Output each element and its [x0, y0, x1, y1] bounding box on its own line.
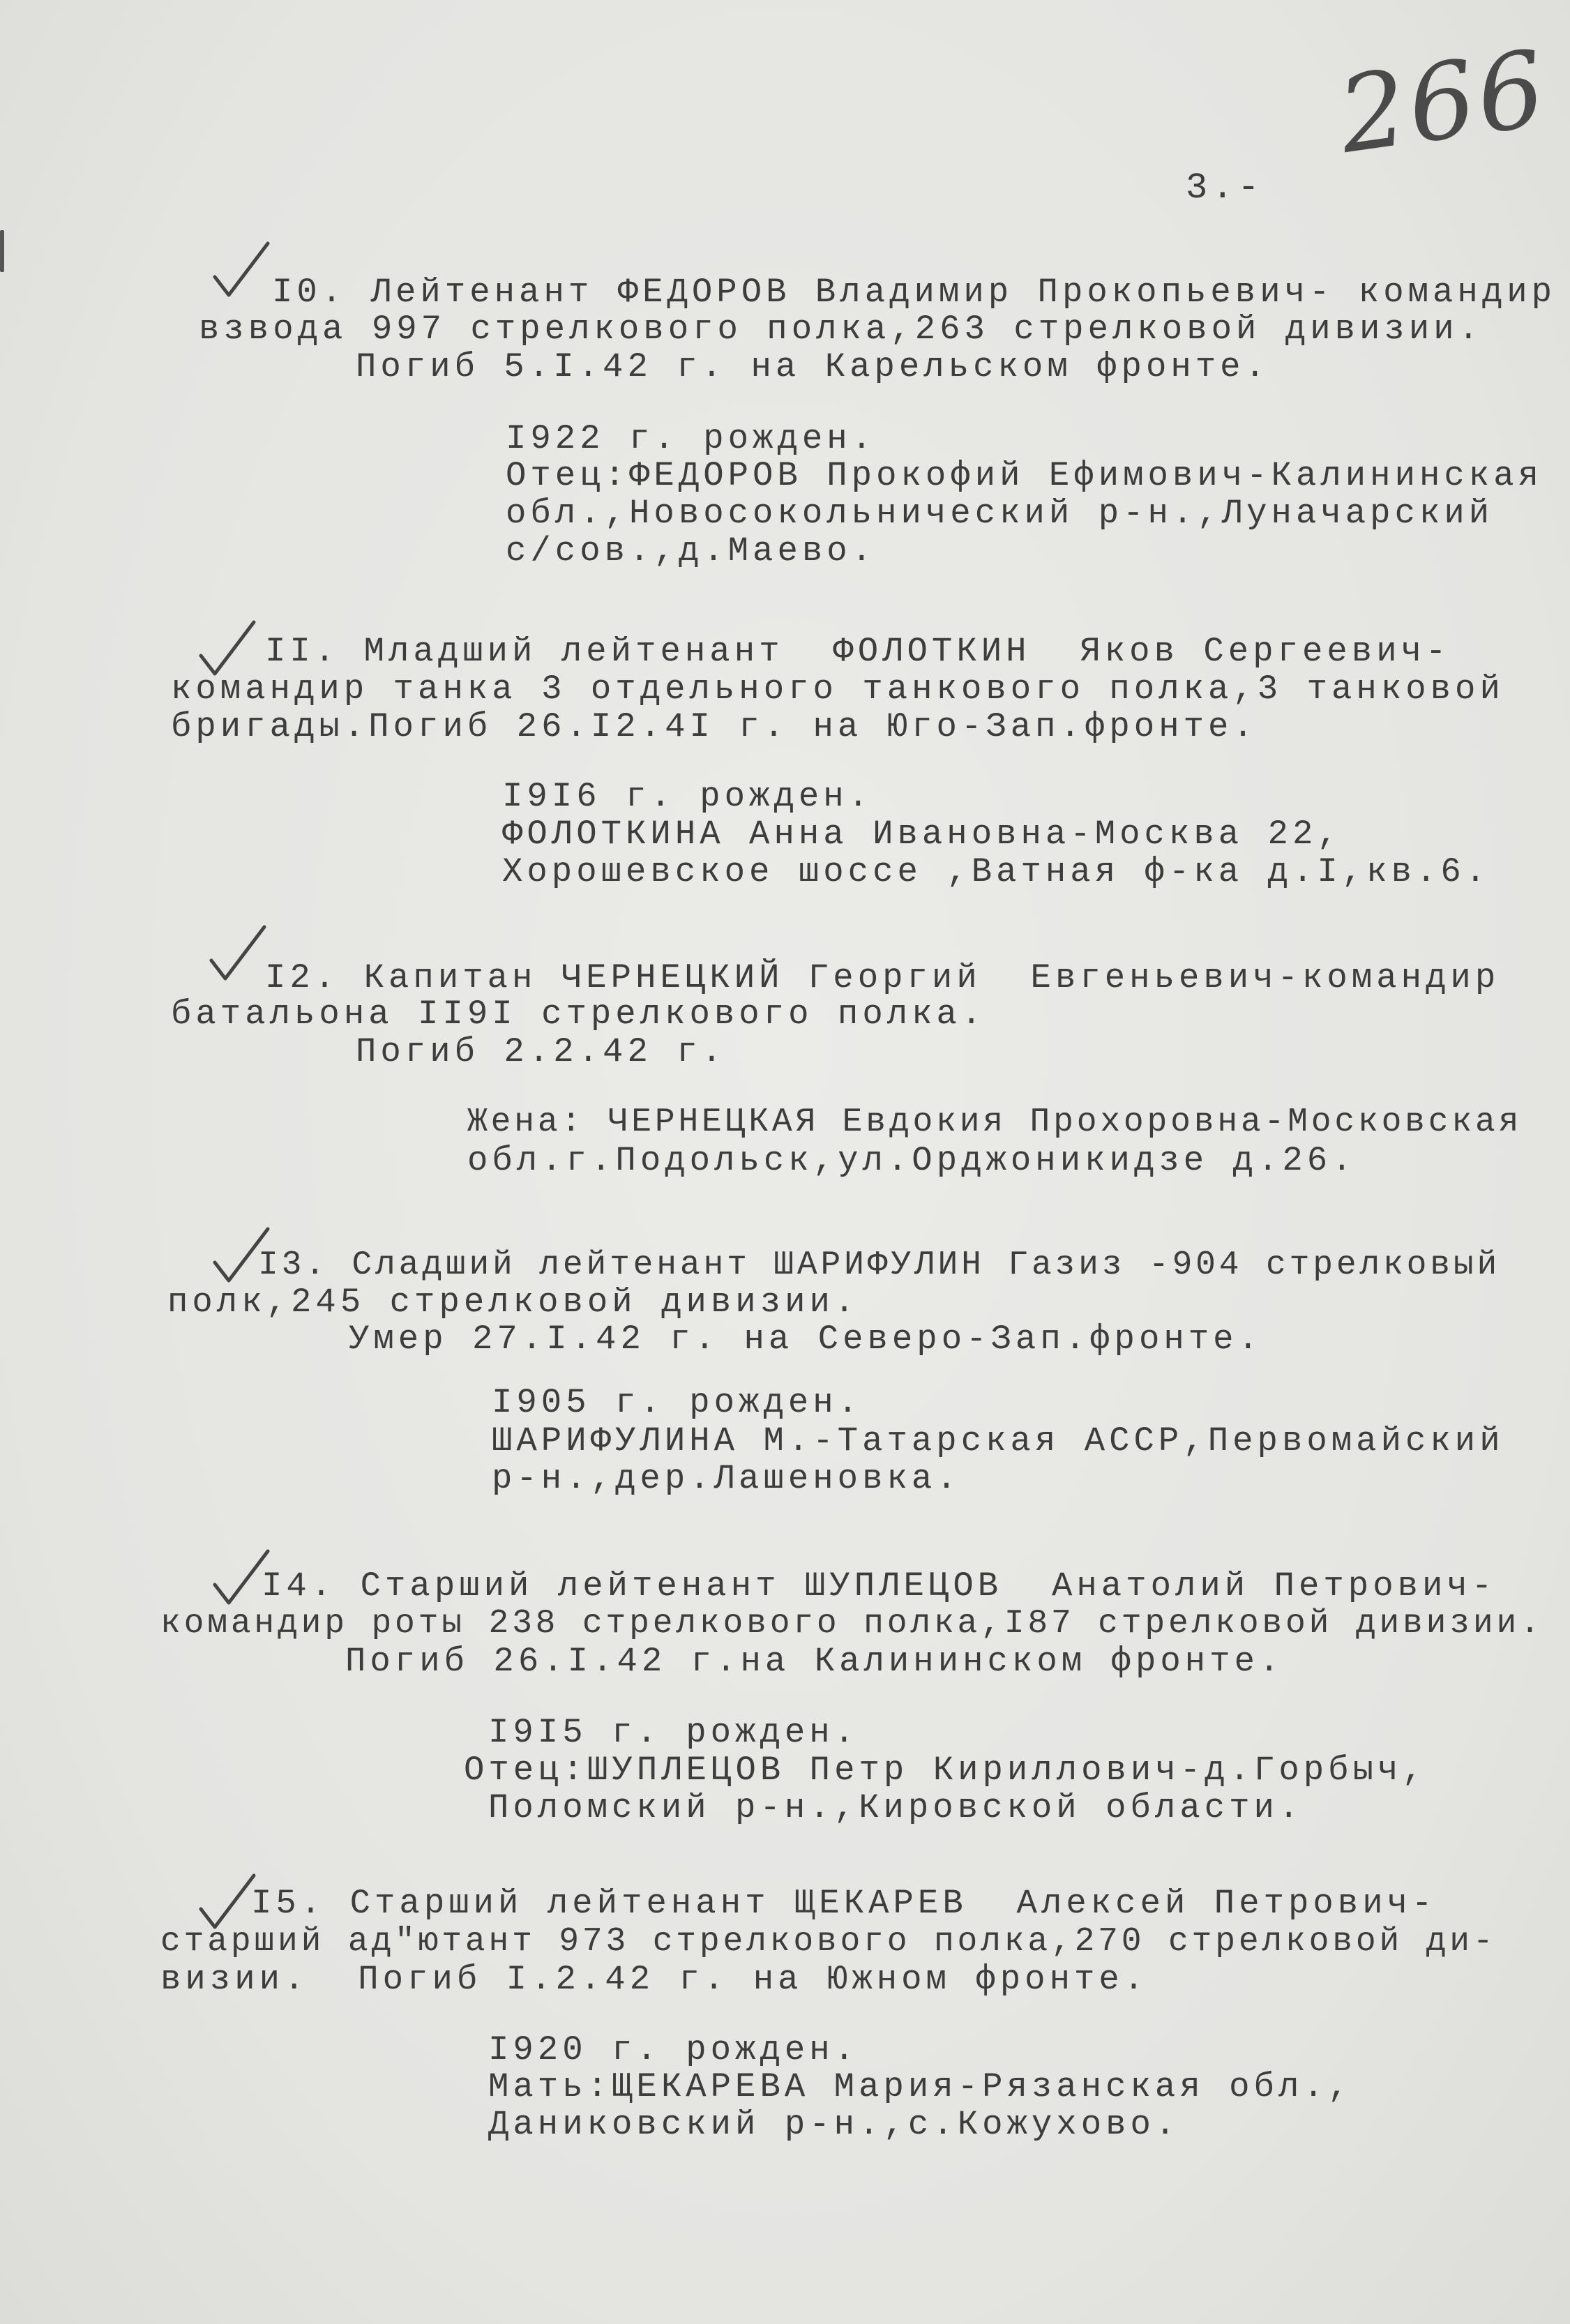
- entry-line: ФОЛОТКИНА Анна Ивановна-Москва 22,: [502, 815, 1342, 854]
- entry-line: I922 г. рожден.: [506, 419, 877, 458]
- entry-line: Умер 27.I.42 г. на Северо-Зап.фронте.: [349, 1320, 1262, 1359]
- entry-line: I4. Старший лейтенант ШУПЛЕЦОВ Анатолий Петрович-: [262, 1567, 1497, 1606]
- handwritten-archive-number: 266: [1331, 28, 1555, 177]
- entry-line: I920 г. рожден.: [488, 2030, 859, 2069]
- entry-line: Погиб 2.2.42 г.: [356, 1032, 727, 1071]
- entry-line: I5. Старший лейтенант ЩЕКАРЕВ Алексей Петрович-: [251, 1884, 1437, 1923]
- entry-line: командир роты 238 стрелкового полка,I87 стрелковой дивизии.: [160, 1605, 1543, 1643]
- entry-line: I9I5 г. рожден.: [488, 1713, 859, 1752]
- entry-line: II. Младший лейтенант ФОЛОТКИН Яков Сергеевич-: [265, 632, 1451, 671]
- check-mark-icon: [206, 924, 269, 987]
- entry-line: Мать:ЩЕКАРЕВА Мария-Рязанская обл.,: [488, 2067, 1353, 2106]
- entry-line: ШАРИФУЛИНА М.-Татарская АССР,Первомайский: [492, 1421, 1504, 1461]
- check-mark-icon: [209, 241, 272, 303]
- entry-line: командир танка 3 отдельного танкового полка,3 танковой: [171, 670, 1504, 709]
- entry-line: взвода 997 стрелкового полка,263 стрелковой дивизии.: [199, 310, 1484, 349]
- entry-line: Погиб 5.I.42 г. на Карельском фронте.: [356, 347, 1269, 386]
- entry-line: I3. Сладший лейтенант ШАРИФУЛИН Газиз -904 стрелковый: [258, 1246, 1501, 1284]
- entry-line: полк,245 стрелковой дивизии.: [167, 1283, 859, 1322]
- entry-line: Погиб 26.I.42 г.на Калининском фронте.: [345, 1642, 1284, 1681]
- entry-line: Отец:ФЕДОРОВ Прокофий Ефимович-Калининская: [506, 456, 1543, 495]
- entry-line: I9I6 г. рожден.: [502, 777, 873, 816]
- entry-line: р-н.,дер.Лашеновка.: [492, 1459, 961, 1498]
- entry-line: Отец:ШУПЛЕЦОВ Петр Кириллович-д.Горбыч,: [464, 1751, 1427, 1790]
- entry-line: батальона II9I стрелкового полка.: [171, 995, 986, 1034]
- entry-line: Даниковский р-н.,с.Кожухово.: [488, 2105, 1180, 2144]
- page-number: 3.-: [1186, 167, 1264, 209]
- entry-line: обл.г.Подольск,ул.Орджоникидзе д.26.: [467, 1141, 1357, 1180]
- entry-line: визии. Погиб I.2.42 г. на Южном фронте.: [160, 1960, 1149, 1999]
- entry-line: Хорошевское шоссе ,Ватная ф-ка д.I,кв.6.: [502, 852, 1490, 891]
- entry-line: Поломский р-н.,Кировской области.: [488, 1788, 1304, 1827]
- entry-line: старший ад"ютант 973 стрелкового полка,270 стрелковой ди-: [160, 1923, 1497, 1961]
- entry-line: I2. Капитан ЧЕРНЕЦКИЙ Георгий Евгеньевич-командир: [265, 958, 1500, 997]
- entry-line: I905 г. рожден.: [492, 1383, 863, 1422]
- entry-line: бригады.Погиб 26.I2.4I г. на Юго-Зап.фронте.: [171, 707, 1258, 746]
- entry-line: I0. Лейтенант ФЕДОРОВ Владимир Прокопьевич- командир: [272, 273, 1557, 312]
- entry-line: обл.,Новосокольнический р-н.,Луначарский: [506, 494, 1494, 533]
- page-edge-mark: [0, 230, 4, 272]
- entry-line: с/сов.,д.Маево.: [506, 531, 877, 571]
- entry-line: Жена: ЧЕРНЕЦКАЯ Евдокия Прохоровна-Московская: [467, 1103, 1523, 1141]
